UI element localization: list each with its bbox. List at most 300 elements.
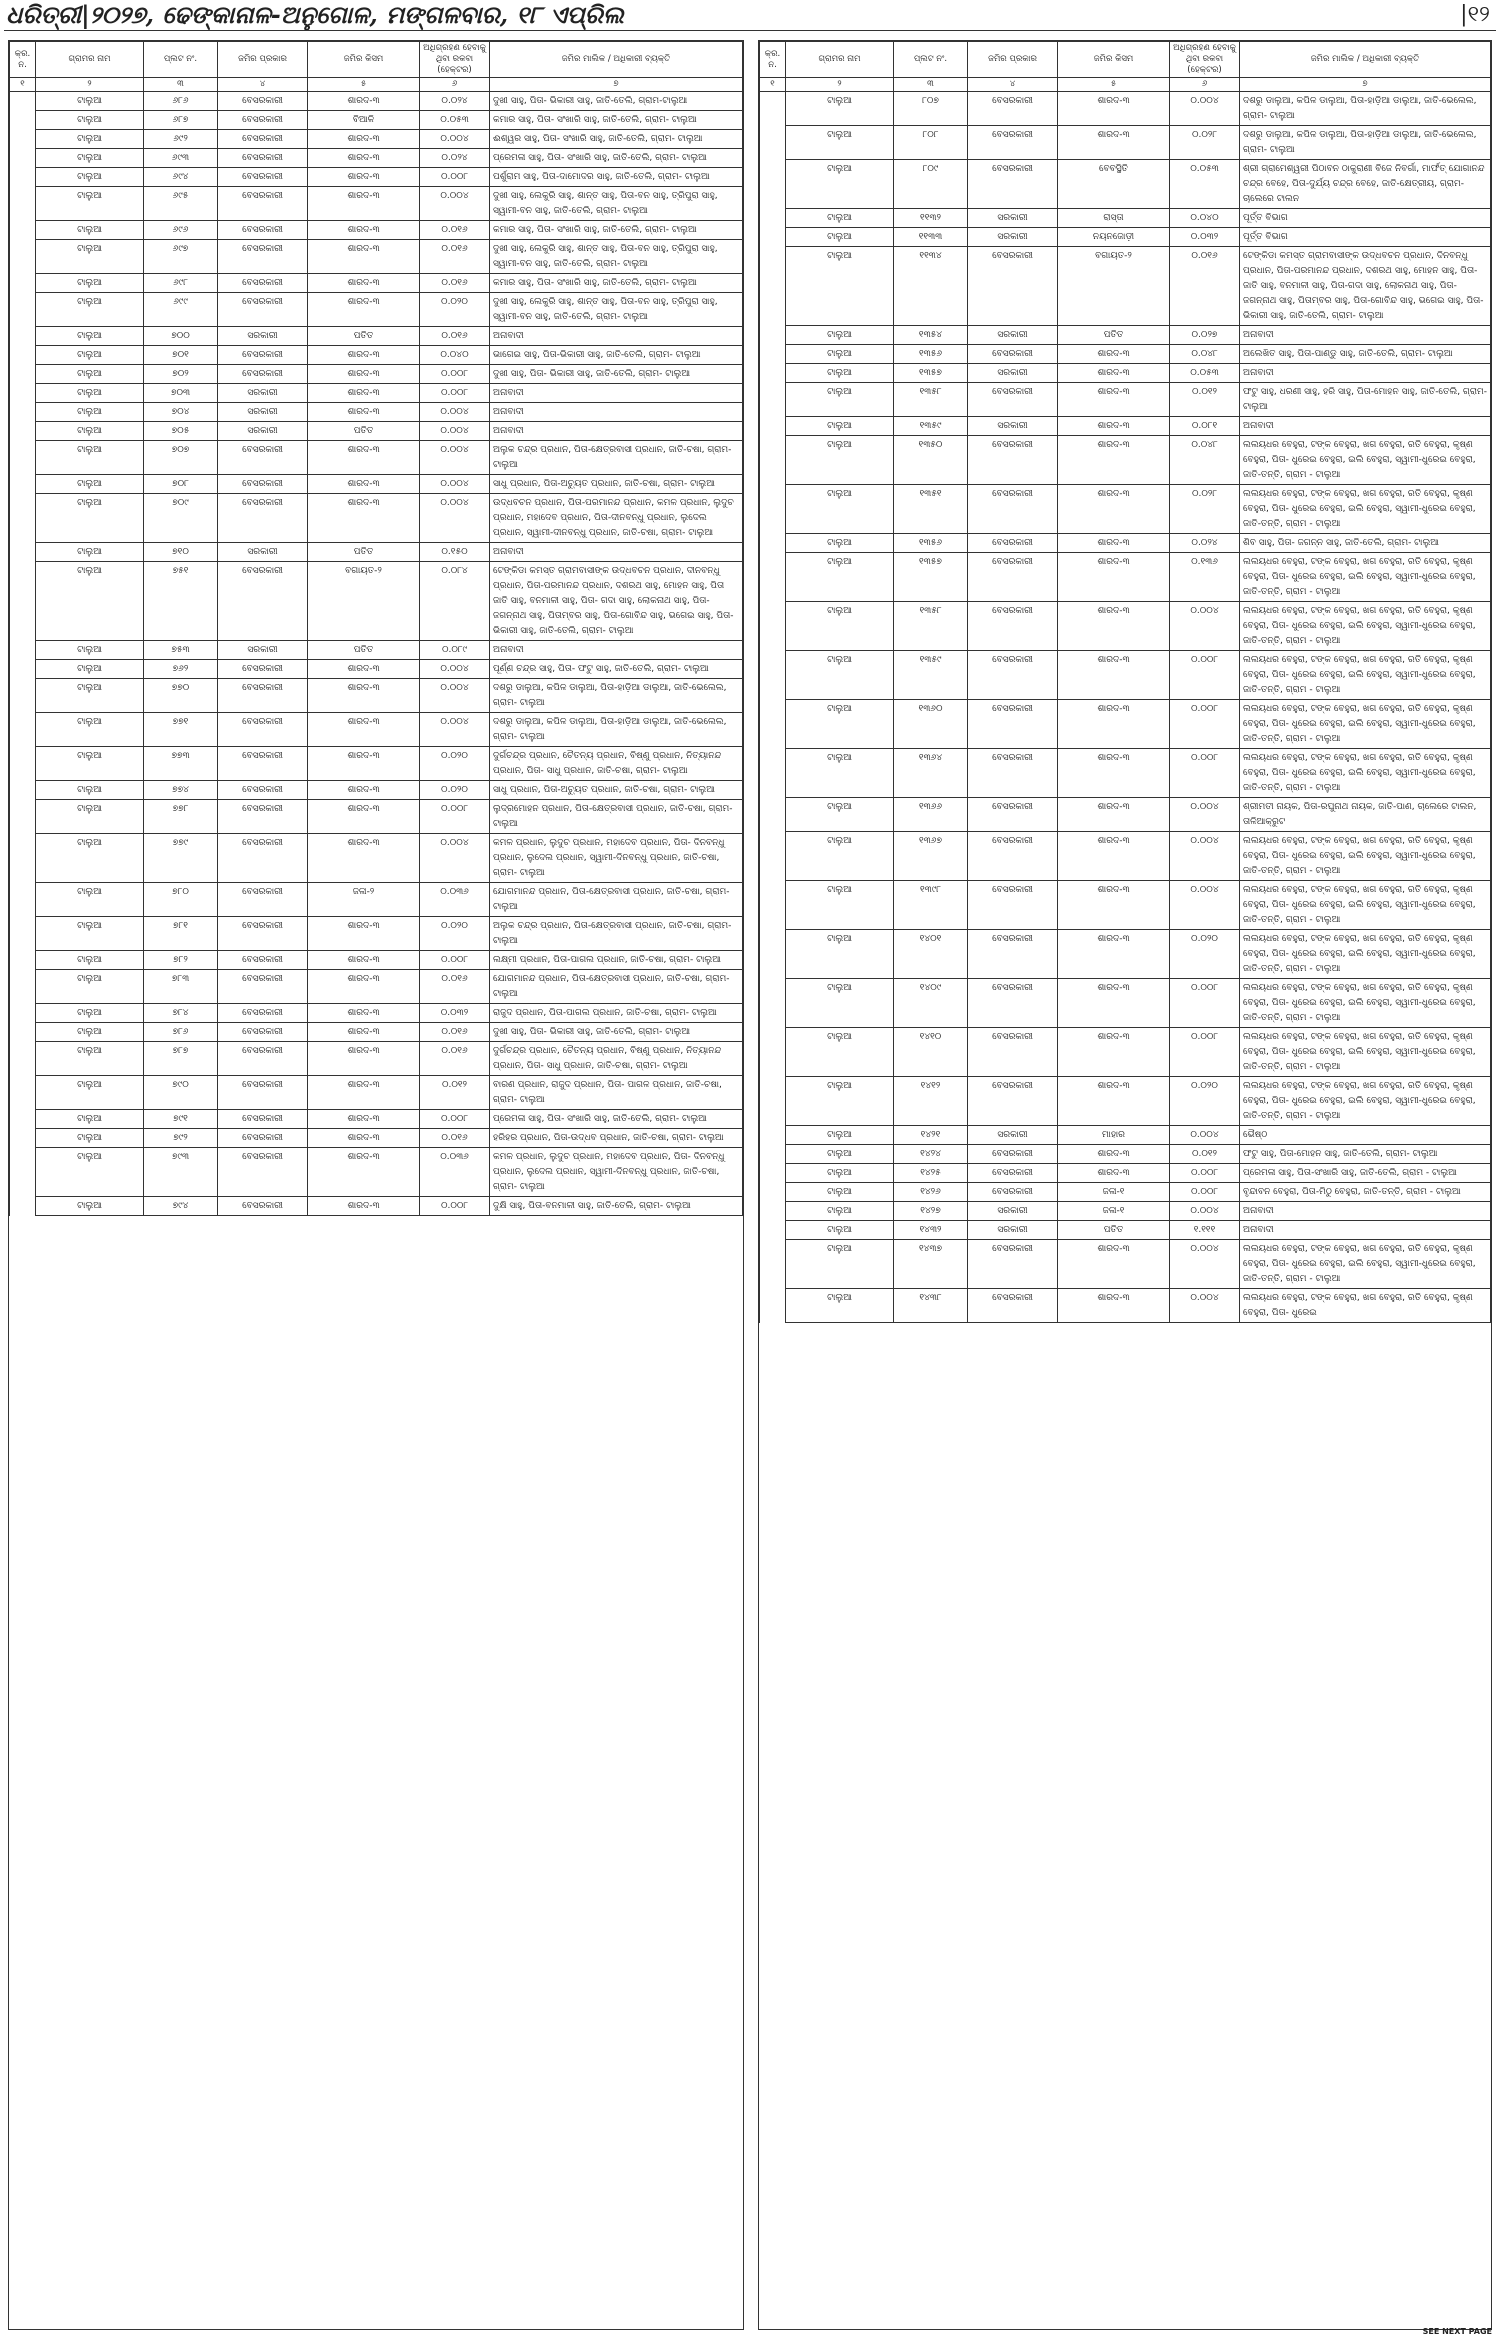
land-type-cell: ବେସରକାରୀ bbox=[218, 221, 308, 240]
village-cell: ଟାଲୁଆ bbox=[36, 494, 144, 543]
owner-cell: ଦଶରୁ ଡାଲୁଆ, କପିଳ ଡାଲୁଆ, ପିତା-ହାଡ଼ିଆ ଡାଲୁଆ, ଜାତି-ଭେଲେଲ, ଗ୍ରାମ- ଟାଲୁଆ bbox=[490, 679, 743, 713]
land-type-cell: ବେସରକାରୀ bbox=[218, 111, 308, 130]
land-class-cell: ଶାରଦ-୩ bbox=[308, 149, 420, 168]
table-body-right bbox=[760, 92, 1491, 1323]
serial-cell bbox=[10, 441, 36, 475]
land-class-cell: ଶାରଦ-୩ bbox=[308, 1197, 420, 1216]
serial-cell bbox=[760, 1164, 786, 1183]
village-cell: ଟାଲୁଆ bbox=[36, 970, 144, 1004]
serial-cell bbox=[760, 749, 786, 798]
land-class-cell: ଶାରଦ-୩ bbox=[1058, 364, 1170, 383]
serial-cell bbox=[760, 1202, 786, 1221]
land-type-cell: ବେସରକାରୀ bbox=[968, 534, 1058, 553]
owner-cell: ଅନାବାଦୀ bbox=[490, 403, 743, 422]
owner-cell: ପ୍ରେମଳା ସାହୁ, ପିତା-ସଂଖାରି ସାହୁ, ଜାତି-ତେଲି, ଗ୍ରାମ - ଟାଲୁଆ bbox=[1240, 1164, 1491, 1183]
plot-number-cell: ୧୧୩୪ bbox=[894, 247, 968, 326]
owner-cell: ଲଲୟଧର ବେହୁରା, ଟଙ୍କ ବେହୁରା, ଖଗ ବେହୁରା, ରତି ବେହୁରା, କୃଷ୍ଣ ବେହୁରା, ପିତା- ଧୁରେଇ ବେହୁରା, ଇଲି ବେହୁରା, ସ୍ୱାମୀ-ଧୁରେଇ ବେହୁରା, ଜାତି-ତନ୍ତି, ଗ୍ରାମ - ଟାଲୁଆ bbox=[1240, 979, 1491, 1028]
serial-cell bbox=[10, 1004, 36, 1023]
land-type-cell: ବେସରକାରୀ bbox=[218, 660, 308, 679]
table-row bbox=[760, 345, 1491, 364]
plot-number-cell: ୧୩୬୦ bbox=[894, 700, 968, 749]
column-number: ୨ bbox=[36, 78, 144, 92]
table-row bbox=[10, 346, 743, 365]
village-cell: ଟାଲୁଆ bbox=[786, 228, 894, 247]
serial-cell bbox=[760, 979, 786, 1028]
land-type-cell: ବେସରକାରୀ bbox=[968, 1164, 1058, 1183]
owner-cell: ଦୁଖୀ ସାହୁ, ପିତା- ଭିକାରୀ ସାହୁ, ଜାତି-ତେଲି, ଗ୍ରାମ-ଟାଲୁଆ bbox=[490, 92, 743, 111]
owner-cell: ପର୍ଶୁରାମ ସାହୁ, ପିତା-ଦାମୋଦର ସାହୁ, ଜାତି-ତେଲି, ଗ୍ରାମ- ଟାଲୁଆ bbox=[490, 168, 743, 187]
table-row bbox=[10, 679, 743, 713]
owner-cell: ଅଲୁକ ଚନ୍ଦ୍ର ପ୍ରଧାନ, ପିତା-କ୍ଷେତ୍ରବାସୀ ପ୍ରଧାନ, ଜାତି-ଚଷା, ଗ୍ରାମ- ଟାଲୁଆ bbox=[490, 441, 743, 475]
serial-cell bbox=[760, 383, 786, 417]
table-row bbox=[760, 1202, 1491, 1221]
plot-number-cell: ୭୫୩ bbox=[144, 641, 218, 660]
plot-number-cell: ୭୭୩ bbox=[144, 747, 218, 781]
plot-number-cell: ୭୦୯ bbox=[144, 494, 218, 543]
village-cell: ଟାଲୁଆ bbox=[36, 543, 144, 562]
serial-cell bbox=[760, 798, 786, 832]
village-cell: ଟାଲୁଆ bbox=[786, 126, 894, 160]
area-cell: ୦.୦୩୬ bbox=[420, 1148, 490, 1197]
land-class-cell: ଶାରଦ-୩ bbox=[1058, 1289, 1170, 1323]
serial-cell bbox=[10, 1129, 36, 1148]
village-cell: ଟାଲୁଆ bbox=[36, 713, 144, 747]
owner-cell: ଅନାବାଦୀ bbox=[1240, 1202, 1491, 1221]
owner-cell: ଭାଗେଇ ସାହୁ, ପିତା-ଭିକାରୀ ସାହୁ, ଜାତି-ତେଲି, ଗ୍ରାମ- ଟାଲୁଆ bbox=[490, 346, 743, 365]
land-class-cell: ଶାରଦ-୩ bbox=[308, 441, 420, 475]
land-type-cell: ବେସରକାରୀ bbox=[968, 1240, 1058, 1289]
owner-cell: ଭୈଷ୍ଠ bbox=[1240, 1126, 1491, 1145]
table-row bbox=[760, 1221, 1491, 1240]
land-class-cell: ଜଳା-୧ bbox=[1058, 1183, 1170, 1202]
area-cell: ୦.୦୦୮ bbox=[420, 168, 490, 187]
serial-cell bbox=[760, 345, 786, 364]
plot-number-cell: ୬୮୭ bbox=[144, 111, 218, 130]
table-row bbox=[760, 364, 1491, 383]
land-type-cell: ବେସରକାରୀ bbox=[968, 1183, 1058, 1202]
area-cell: ୦.୦୩୬ bbox=[420, 883, 490, 917]
owner-cell: ଲଲୟଧର ବେହୁରା, ଟଙ୍କ ବେହୁରା, ଖଗ ବେହୁରା, ରତି ବେହୁରା, କୃଷ୍ଣ ବେହୁରା, ପିତା- ଧୁରେଇ ବେହୁରା, ଇଲି ବେହୁରା, ସ୍ୱାମୀ-ଧୁରେଇ ବେହୁରା, ଜାତି-ତନ୍ତି, ଗ୍ରାମ - ଟାଲୁଆ bbox=[1240, 1240, 1491, 1289]
area-cell: ୦.୦୦୮ bbox=[1170, 749, 1240, 798]
land-class-cell: ଶାରଦ-୩ bbox=[1058, 602, 1170, 651]
plot-number-cell: ୭୮୦ bbox=[144, 883, 218, 917]
owner-cell: ଦୁର୍ଗଚନ୍ଦ୍ର ପ୍ରଧାନ, ଚୈତନ୍ୟ ପ୍ରଧାନ, ବିଷ୍ଣୁ ପ୍ରଧାନ, ନିତ୍ୟାନନ୍ଦ ପ୍ରଧାନ, ପିତା- ସାଧୁ ପ୍ରଧାନ, ଜାତି-ଚଷା, ଗ୍ରାମ- ଟାଲୁଆ bbox=[490, 1042, 743, 1076]
owner-cell: ଅନାବାଦୀ bbox=[1240, 1221, 1491, 1240]
serial-cell bbox=[10, 1076, 36, 1110]
village-cell: ଟାଲୁଆ bbox=[786, 1126, 894, 1145]
column-number: ୩ bbox=[894, 78, 968, 92]
plot-number-cell: ୬୯୨ bbox=[144, 130, 218, 149]
land-type-cell: ବେସରକାରୀ bbox=[218, 562, 308, 641]
serial-cell bbox=[10, 679, 36, 713]
owner-cell: ଦୁଖୀ ସାହୁ, ଲେକୁରି ସାହୁ, ଶାନ୍ତ ସାହୁ, ପିତା-ବନ ସାହୁ, ତ୍ରିପୁରା ସାହୁ, ସ୍ୱାମୀ-ବନ ସାହୁ, ଜାତି-ତେଲି, ଗ୍ରାମ- ଟାଲୁଆ bbox=[490, 293, 743, 327]
land-type-cell: ବେସରକାରୀ bbox=[968, 485, 1058, 534]
serial-cell bbox=[10, 422, 36, 441]
land-class-cell: ଶାରଦ-୩ bbox=[1058, 700, 1170, 749]
land-class-cell: ଶାରଦ-୩ bbox=[1058, 832, 1170, 881]
village-cell: ଟାଲୁଆ bbox=[786, 979, 894, 1028]
land-class-cell: ଶାରଦ-୩ bbox=[308, 168, 420, 187]
village-cell: ଟାଲୁଆ bbox=[36, 1042, 144, 1076]
table-header bbox=[10, 42, 743, 92]
area-cell: ୦.୦୧୨ bbox=[420, 1076, 490, 1110]
land-type-cell: ସରକାରୀ bbox=[968, 1202, 1058, 1221]
land-class-cell: ଜଳା-୧ bbox=[1058, 1202, 1170, 1221]
table-row bbox=[760, 1164, 1491, 1183]
plot-number-cell: ୧୪୩୭ bbox=[894, 1240, 968, 1289]
village-cell: ଟାଲୁଆ bbox=[36, 1076, 144, 1110]
land-class-cell: ଶାରଦ-୩ bbox=[308, 781, 420, 800]
header-cell: ଗ୍ରାମର ନାମ bbox=[36, 42, 144, 78]
land-type-cell: ବେସରକାରୀ bbox=[218, 475, 308, 494]
plot-number-cell: ୧୩୬୭ bbox=[894, 832, 968, 881]
serial-cell bbox=[760, 436, 786, 485]
table-row bbox=[10, 1076, 743, 1110]
land-class-cell: ଶାରଦ-୩ bbox=[1058, 979, 1170, 1028]
owner-cell: ହରିହର ପ୍ରଧାନ, ପିତା-ଉଦ୍ଧବ ପ୍ରଧାନ, ଜାତି-ଚଷା, ଗ୍ରାମ- ଟାଲୁଆ bbox=[490, 1129, 743, 1148]
serial-cell bbox=[760, 881, 786, 930]
owner-cell: ଶ୍ରୀମତୀ ନାୟକ, ପିତା-ରଘୁନାଥ ନାୟକ, ଜାତି-ପାଣ, ଚାଲେରେ ଟାଲନ, ତାଳିଆକ୍ରୁଟ bbox=[1240, 798, 1491, 832]
plot-number-cell: ୧୪୨୬ bbox=[894, 1183, 968, 1202]
header-cell: ପ୍ଲଟ ନଂ. bbox=[144, 42, 218, 78]
land-class-cell: ପତିତ bbox=[1058, 1221, 1170, 1240]
land-class-cell: ଶାରଦ-୩ bbox=[308, 713, 420, 747]
land-class-cell: ଶାରଦ-୩ bbox=[308, 1110, 420, 1129]
table-row bbox=[760, 1077, 1491, 1126]
header-rule bbox=[4, 30, 1496, 31]
area-cell: ୦.୦୨୪ bbox=[420, 149, 490, 168]
land-type-cell: ବେସରକାରୀ bbox=[218, 1042, 308, 1076]
land-class-cell: ଶାରଦ-୩ bbox=[308, 1023, 420, 1042]
area-cell: ୦.୦୦୮ bbox=[420, 1197, 490, 1216]
header-cell: ଜମିର ପ୍ରକାର bbox=[218, 42, 308, 78]
village-cell: ଟାଲୁଆ bbox=[786, 881, 894, 930]
owner-cell: ଦଶରୁ ଡାଲୁଆ, କପିଳ ଡାଲୁଆ, ପିତା-ହାଡ଼ିଆ ଡାଲୁଆ, ଜାତି-ଭେଲେଲ, ଗ୍ରାମ- ଟାଲୁଆ bbox=[490, 713, 743, 747]
table-row bbox=[10, 475, 743, 494]
header-cell: କ୍ର. ନ. bbox=[760, 42, 786, 78]
land-type-cell: ବେସରକାରୀ bbox=[218, 1023, 308, 1042]
land-type-cell: ବେସରକାରୀ bbox=[218, 781, 308, 800]
area-cell: ୦.୦୦୮ bbox=[1170, 1028, 1240, 1077]
land-class-cell: ଶାରଦ-୩ bbox=[1058, 881, 1170, 930]
column-number: ୬ bbox=[420, 78, 490, 92]
land-type-cell: ସରକାରୀ bbox=[218, 327, 308, 346]
serial-cell bbox=[760, 160, 786, 209]
land-type-cell: ସରକାରୀ bbox=[218, 641, 308, 660]
land-class-cell: ଶାରଦ-୩ bbox=[308, 187, 420, 221]
area-cell: ୦.୧୩୬ bbox=[1170, 553, 1240, 602]
village-cell: ଟାଲୁଆ bbox=[36, 168, 144, 187]
land-class-cell: ଶାରଦ-୩ bbox=[308, 274, 420, 293]
land-type-cell: ବେସରକାରୀ bbox=[968, 92, 1058, 126]
plot-number-cell: ୭୦୮ bbox=[144, 475, 218, 494]
serial-cell bbox=[10, 970, 36, 1004]
area-cell: ୦.୦୩୨ bbox=[420, 1004, 490, 1023]
land-type-cell: ବେସରକାରୀ bbox=[968, 126, 1058, 160]
owner-cell: ଲକ୍ଷ୍ମୀ ପ୍ରଧାନ, ପିତା-ପାଗଲ ପ୍ରଧାନ, ଜାତି-ଚଷା, ଗ୍ରାମ- ଟାଲୁଆ bbox=[490, 951, 743, 970]
area-cell: ୦.୦୦୪ bbox=[420, 834, 490, 883]
plot-number-cell: ୧୩୬୬ bbox=[894, 798, 968, 832]
area-cell: ୦.୦୦୪ bbox=[1170, 881, 1240, 930]
plot-number-cell: ୭୧୦ bbox=[144, 543, 218, 562]
village-cell: ଟାଲୁଆ bbox=[786, 1028, 894, 1077]
owner-cell: ଉଦ୍ଧବଚନ ପ୍ରଧାନ, ପିତା-ପରମାନନ୍ଦ ପ୍ରଧାନ, କମଳ ପ୍ରଧାନ, ଲୁଦୁଚ ପ୍ରଧାନ, ମହାଦେବ ପ୍ରଧାନ, ପିତା-ଦୀନବନ୍ଧୁ ପ୍ରଧାନ, ଲୁଦେଲ ପ୍ରଧାନ, ସ୍ୱାମୀ-ଦୀନବନ୍ଧୁ ପ୍ରଧାନ, ଜାତି-ଚଷା, ଗ୍ରାମ- ଟାଲୁଆ bbox=[490, 494, 743, 543]
table-row bbox=[760, 247, 1491, 326]
land-class-cell: ଶାରଦ-୩ bbox=[1058, 534, 1170, 553]
plot-number-cell: ୮୦୯ bbox=[894, 160, 968, 209]
land-class-cell: ଶାରଦ-୩ bbox=[308, 679, 420, 713]
owner-cell: ଦୁଖୀ ସାହୁ, ପିତା- ଭିକାରୀ ସାହୁ, ଜାତି-ତେଲି, ଗ୍ରାମ- ଟାଲୁଆ bbox=[490, 365, 743, 384]
village-cell: ଟାଲୁଆ bbox=[36, 1148, 144, 1197]
plot-number-cell: ୭୮୪ bbox=[144, 1004, 218, 1023]
owner-cell: ଦୁଖୀ ସାହୁ, ଲେକୁରି ସାହୁ, ଶାନ୍ତ ସାହୁ, ପିତା-ବନ ସାହୁ, ତ୍ରିପୁରା ସାହୁ, ସ୍ୱାମୀ-ବନ ସାହୁ, ଜାତି-ତେଲି, ଗ୍ରାମ- ଟାଲୁଆ bbox=[490, 187, 743, 221]
table-row bbox=[10, 327, 743, 346]
plot-number-cell: ୧୩୫୧ bbox=[894, 485, 968, 534]
village-cell: ଟାଲୁଆ bbox=[786, 92, 894, 126]
owner-cell: ଅନାବାଦୀ bbox=[490, 384, 743, 403]
land-class-cell: ଶାରଦ-୩ bbox=[308, 384, 420, 403]
village-cell: ଟାଲୁଆ bbox=[786, 1183, 894, 1202]
serial-cell bbox=[10, 543, 36, 562]
serial-cell bbox=[760, 247, 786, 326]
area-cell: ୦.୦୨୪ bbox=[1170, 534, 1240, 553]
area-cell: ୦.୦୦୮ bbox=[1170, 1183, 1240, 1202]
owner-cell: ଲଲୟଧର ବେହୁରା, ଟଙ୍କ ବେହୁରା, ଖଗ ବେହୁରା, ରତି ବେହୁରା, କୃଷ୍ଣ ବେହୁରା, ପିତା- ଧୁରେଇ ବେହୁରା, ଇଲି ବେହୁରା, ସ୍ୱାମୀ-ଧୁରେଇ ବେହୁରା, ଜାତି-ତନ୍ତି, ଗ୍ରାମ - ଟାଲୁଆ bbox=[1240, 930, 1491, 979]
table-row bbox=[10, 240, 743, 274]
land-type-cell: ବେସରକାରୀ bbox=[218, 293, 308, 327]
owner-cell: ଯୋଗମାନନ୍ଦ ପ୍ରଧାନ, ପିତା-କ୍ଷେତ୍ରବାସୀ ପ୍ରଧାନ, ଜାତି-ଚଷା, ଗ୍ରାମ- ଟାଲୁଆ bbox=[490, 970, 743, 1004]
plot-number-cell: ୧୪୦୧ bbox=[894, 930, 968, 979]
serial-cell bbox=[10, 327, 36, 346]
table-row bbox=[10, 562, 743, 641]
plot-number-cell: ୭୦୨ bbox=[144, 365, 218, 384]
table-row bbox=[760, 700, 1491, 749]
column-number: ୬ bbox=[1170, 78, 1240, 92]
owner-cell: ଅଲେଖିତ ସାହୁ, ପିତା-ପାଣ୍ଡୁ ସାହୁ, ଜାତି-ତେଲି, ଗ୍ରାମ- ଟାଲୁଆ bbox=[1240, 345, 1491, 364]
land-type-cell: ବେସରକାରୀ bbox=[218, 130, 308, 149]
land-type-cell: ବେସରକାରୀ bbox=[218, 168, 308, 187]
table-row bbox=[760, 1145, 1491, 1164]
land-class-cell: ଶାରଦ-୩ bbox=[1058, 1028, 1170, 1077]
area-cell: ୦.୦୦୪ bbox=[1170, 832, 1240, 881]
owner-cell: ଟେଙ୍କିଡା କମସ୍ତ ଗ୍ରାମବାସୀଙ୍କ ଉଦ୍ଧବଚନ ପ୍ରଧାନ, ଦୀନବନ୍ଧୁ ପ୍ରଧାନ, ପିତା-ପରମାନନ୍ଦ ପ୍ରଧାନ, ଦଶରଥ ସାହୁ, ମୋହନ ସାହୁ, ପିତା ଜାତି ସାହୁ, ବନମାଳୀ ସାହୁ, ପିତା- ଗଦା ସାହୁ, ଲୋକନାଥ ସାହୁ, ପିତା-ଜଗନ୍ନାଥ ସାହୁ, ପିତାମ୍ବର ସାହୁ, ପିତା-ଗୋବିନ୍ଦ ସାହୁ, ଭଗେଇ ସାହୁ, ପିତା-ଭିକାରୀ ସାହୁ, ଜାତି-ତେଲି, ଗ୍ରାମ- ଟାଲୁଆ bbox=[490, 562, 743, 641]
column-number: ୧ bbox=[760, 78, 786, 92]
table-row bbox=[760, 832, 1491, 881]
area-cell: ୦.୦୧୬ bbox=[420, 1129, 490, 1148]
table-row bbox=[760, 417, 1491, 436]
table-header bbox=[760, 42, 1491, 92]
village-cell: ଟାଲୁଆ bbox=[786, 1077, 894, 1126]
area-cell: ୦.୦୦୮ bbox=[420, 800, 490, 834]
land-type-cell: ସରକାରୀ bbox=[968, 1221, 1058, 1240]
table-row bbox=[10, 800, 743, 834]
plot-number-cell: ୮୦୮ bbox=[894, 126, 968, 160]
village-cell: ଟାଲୁଆ bbox=[36, 1197, 144, 1216]
serial-cell bbox=[10, 403, 36, 422]
owner-cell: ଲୁଦ୍ରମୋହନ ପ୍ରଧାନ, ପିତା-କ୍ଷେତ୍ରବାସୀ ପ୍ରଧାନ, ଜାତି-ଚଷା, ଗ୍ରାମ- ଟାଲୁଆ bbox=[490, 800, 743, 834]
owner-cell: ଦଶରୁ ଡାଲୁଆ, କପିଳ ଡାଲୁଆ, ପିତା-ହାଡ଼ିଆ ଡାଲୁଆ, ଜାତି-ଭେଲେଲ, ଗ୍ରାମ- ଟାଲୁଆ bbox=[1240, 92, 1491, 126]
table-row bbox=[10, 384, 743, 403]
land-class-cell: ଶାରଦ-୩ bbox=[1058, 553, 1170, 602]
land-type-cell: ବେସରକାରୀ bbox=[968, 160, 1058, 209]
serial-cell bbox=[760, 126, 786, 160]
land-class-cell: ଶାରଦ-୩ bbox=[308, 475, 420, 494]
land-type-cell: ବେସରକାରୀ bbox=[218, 346, 308, 365]
land-type-cell: ସରକାରୀ bbox=[968, 364, 1058, 383]
owner-cell: ବୃନ୍ଦାବନ ବେହୁରା, ପିତା-ମିଠୁ ବେହୁରା, ଜାତି-ତନ୍ତି, ଗ୍ରାମ - ଟାଲୁଆ bbox=[1240, 1183, 1491, 1202]
land-class-cell: ଶାରଦ-୩ bbox=[308, 130, 420, 149]
area-cell: ୦.୦୦୪ bbox=[1170, 1240, 1240, 1289]
table-row bbox=[10, 187, 743, 221]
owner-cell: ଦୁକ୍ଷି ସାହୁ, ପିତା-ବନମାଳୀ ସାହୁ, ଜାତି-ତେଲି, ଗ୍ରାମ- ଟାଲୁଆ bbox=[490, 1197, 743, 1216]
village-cell: ଟାଲୁଆ bbox=[786, 1289, 894, 1323]
owner-cell: ସାଧୁ ପ୍ରଧାନ, ପିତା-ଅଚ୍ୟୁତ ପ୍ରଧାନ, ଜାତି-ଚଷା, ଗ୍ରାମ- ଟାଲୁଆ bbox=[490, 475, 743, 494]
land-type-cell: ବେସରକାରୀ bbox=[218, 1110, 308, 1129]
village-cell: ଟାଲୁଆ bbox=[36, 346, 144, 365]
owner-cell: ଯୋଗମାନନ୍ଦ ପ୍ରଧାନ, ପିତା-କ୍ଷେତ୍ରବାସୀ ପ୍ରଧାନ, ଜାତି-ଚଷା, ଗ୍ରାମ- ଟାଲୁଆ bbox=[490, 883, 743, 917]
owner-cell: ପ୍ରେମଳା ସାହୁ, ପିତା- ସଂଖାରି ସାହୁ, ଜାତି-ତେଲି, ଗ୍ରାମ- ଟାଲୁଆ bbox=[490, 1110, 743, 1129]
plot-number-cell: ୭୯୨ bbox=[144, 1129, 218, 1148]
table-row bbox=[10, 781, 743, 800]
area-cell: ୦.୦୧୬ bbox=[1170, 247, 1240, 326]
land-class-cell: ପତିତ bbox=[308, 327, 420, 346]
owner-cell: କମାର ସାହୁ, ପିତା- ସଂଖାରି ସାହୁ, ଜାତି-ତେଲି, ଗ୍ରାମ- ଟାଲୁଆ bbox=[490, 111, 743, 130]
header-cell: ଗ୍ରାମର ନାମ bbox=[786, 42, 894, 78]
table-row bbox=[10, 951, 743, 970]
land-class-cell: ଶାରଦ-୩ bbox=[308, 346, 420, 365]
plot-number-cell: ୭୦୦ bbox=[144, 327, 218, 346]
land-type-cell: ବେସରକାରୀ bbox=[968, 651, 1058, 700]
owner-cell: ଶିବ ସାହୁ, ପିତା- ଜଗନ୍ନ ସାହୁ, ଜାତି-ତେଲି, ଗ୍ରାମ- ଟାଲୁଆ bbox=[1240, 534, 1491, 553]
header-cell: ଜମିର କିସମ bbox=[1058, 42, 1170, 78]
land-class-cell: ଶାରଦ-୩ bbox=[1058, 417, 1170, 436]
table-row bbox=[760, 749, 1491, 798]
village-cell: ଟାଲୁଆ bbox=[36, 130, 144, 149]
village-cell: ଟାଲୁଆ bbox=[36, 475, 144, 494]
owner-cell: ଲଲୟଧର ବେହୁରା, ଟଙ୍କ ବେହୁରା, ଖଗ ବେହୁରା, ରତି ବେହୁରା, କୃଷ୍ଣ ବେହୁରା, ପିତା- ଧୁରେଇ ବେହୁରା, ଇଲି ବେହୁରା, ସ୍ୱାମୀ-ଧୁରେଇ ବେହୁରା, ଜାତି-ତନ୍ତି, ଗ୍ରାମ - ଟାଲୁଆ bbox=[1240, 1028, 1491, 1077]
plot-number-cell: ୧୩୬୪ bbox=[894, 749, 968, 798]
area-cell: ୦.୦୫୩ bbox=[420, 111, 490, 130]
plot-number-cell: ୭୭୦ bbox=[144, 679, 218, 713]
land-type-cell: ସରକାରୀ bbox=[218, 384, 308, 403]
serial-cell bbox=[760, 485, 786, 534]
right-column bbox=[758, 40, 1492, 2330]
land-type-cell: ବେସରକାରୀ bbox=[968, 345, 1058, 364]
plot-number-cell: ୬୯୪ bbox=[144, 168, 218, 187]
table-row bbox=[10, 1023, 743, 1042]
land-type-cell: ବେସରକାରୀ bbox=[218, 149, 308, 168]
owner-cell: ଲଲୟଧର ବେହୁରା, ଟଙ୍କ ବେହୁରା, ଖଗ ବେହୁରା, ରତି ବେହୁରା, କୃଷ୍ଣ ବେହୁରା, ପିତା- ଧୁରେଇ bbox=[1240, 1289, 1491, 1323]
serial-cell bbox=[10, 475, 36, 494]
table-row bbox=[10, 422, 743, 441]
area-cell: ୦.୦୦୮ bbox=[1170, 979, 1240, 1028]
column-number: ୭ bbox=[490, 78, 743, 92]
land-type-cell: ବେସରକାରୀ bbox=[218, 1076, 308, 1110]
land-type-cell: ବେସରକାରୀ bbox=[218, 365, 308, 384]
village-cell: ଟାଲୁଆ bbox=[786, 247, 894, 326]
area-cell: ୦.୦୦୪ bbox=[420, 403, 490, 422]
village-cell: ଟାଲୁଆ bbox=[786, 534, 894, 553]
land-class-cell: ପତିତ bbox=[308, 422, 420, 441]
land-table-left bbox=[9, 41, 743, 1216]
land-class-cell: ଶାରଦ-୩ bbox=[1058, 651, 1170, 700]
serial-cell bbox=[10, 346, 36, 365]
land-class-cell: ଶାରଦ-୩ bbox=[308, 1129, 420, 1148]
land-class-cell: ଶାରଦ-୩ bbox=[308, 951, 420, 970]
owner-cell: ଅନାବାଦୀ bbox=[1240, 326, 1491, 345]
serial-cell bbox=[760, 832, 786, 881]
plot-number-cell: ୭୭୪ bbox=[144, 781, 218, 800]
area-cell: ୦.୦୨୦ bbox=[420, 293, 490, 327]
area-cell: ୦.୦୦୪ bbox=[1170, 798, 1240, 832]
table-row bbox=[760, 602, 1491, 651]
land-type-cell: ସରକାରୀ bbox=[968, 1126, 1058, 1145]
serial-cell bbox=[10, 951, 36, 970]
area-cell: ୦.୦୧୬ bbox=[420, 221, 490, 240]
land-class-cell: ରାସ୍ତା bbox=[1058, 209, 1170, 228]
owner-cell: ଶ୍ରୀ ଗ୍ରାମେଶ୍ୱରୀ ପିଠାବନ ଠାକୁରାଣୀ ବିଜେ ନିବର୍ଗା, ମାର୍ଫତ୍ ଯୋଗାନନ୍ଦ ଚନ୍ଦ୍ର ବେହେ, ପିତା-ଦୁର୍ଯ୍ୟ ଚନ୍ଦ୍ର ବେହେ, ଜାତି-କ୍ଷେତ୍ରୀୟ, ଗ୍ରାମ-ଚାଲେରେ ଟାଲନ bbox=[1240, 160, 1491, 209]
header-row bbox=[760, 42, 1491, 78]
land-type-cell: ବେସରକାରୀ bbox=[218, 441, 308, 475]
land-class-cell: ପତିତ bbox=[1058, 326, 1170, 345]
area-cell: ୦.୦୪୮ bbox=[1170, 436, 1240, 485]
plot-number-cell: ୧୧୩୩ bbox=[894, 228, 968, 247]
village-cell: ଟାଲୁଆ bbox=[786, 383, 894, 417]
land-class-cell: ବେବସ୍ଥିତି bbox=[1058, 160, 1170, 209]
plot-number-cell: ୭୦୩ bbox=[144, 384, 218, 403]
village-cell: ଟାଲୁଆ bbox=[786, 485, 894, 534]
area-cell: ୦.୦୦୮ bbox=[420, 384, 490, 403]
plot-number-cell: ୬୯୩ bbox=[144, 149, 218, 168]
serial-cell bbox=[760, 1183, 786, 1202]
village-cell: ଟାଲୁଆ bbox=[786, 798, 894, 832]
serial-cell bbox=[10, 168, 36, 187]
village-cell: ଟାଲୁଆ bbox=[36, 781, 144, 800]
land-type-cell: ବେସରକାରୀ bbox=[218, 1129, 308, 1148]
left-column bbox=[8, 40, 744, 2330]
serial-cell bbox=[760, 602, 786, 651]
plot-number-cell: ୧୪୨୫ bbox=[894, 1164, 968, 1183]
table-row bbox=[10, 1004, 743, 1023]
serial-cell bbox=[10, 883, 36, 917]
plot-number-cell: ୭୭୮ bbox=[144, 800, 218, 834]
serial-cell bbox=[10, 187, 36, 221]
table-row bbox=[760, 485, 1491, 534]
village-cell: ଟାଲୁଆ bbox=[36, 149, 144, 168]
header-cell: କ୍ର. ନ. bbox=[10, 42, 36, 78]
land-class-cell: ପତିତ bbox=[308, 641, 420, 660]
area-cell: ୦.୦୨୪ bbox=[420, 92, 490, 111]
area-cell: ୦.୦୦୪ bbox=[1170, 1126, 1240, 1145]
land-class-cell: ଶାରଦ-୩ bbox=[308, 293, 420, 327]
village-cell: ଟାଲୁଆ bbox=[786, 364, 894, 383]
table-row bbox=[760, 126, 1491, 160]
area-cell: ୦.୦୦୪ bbox=[420, 494, 490, 543]
serial-cell bbox=[760, 417, 786, 436]
area-cell: ୦.୧୫୦ bbox=[420, 543, 490, 562]
land-type-cell: ବେସରକାରୀ bbox=[218, 834, 308, 883]
village-cell: ଟାଲୁଆ bbox=[36, 365, 144, 384]
table-row bbox=[10, 1129, 743, 1148]
table-row bbox=[760, 1240, 1491, 1289]
land-type-cell: ସରକାରୀ bbox=[968, 417, 1058, 436]
village-cell: ଟାଲୁଆ bbox=[36, 422, 144, 441]
village-cell: ଟାଲୁଆ bbox=[36, 834, 144, 883]
serial-cell bbox=[760, 651, 786, 700]
serial-cell bbox=[10, 781, 36, 800]
village-cell: ଟାଲୁଆ bbox=[786, 602, 894, 651]
area-cell: ୧.୧୧୧ bbox=[1170, 1221, 1240, 1240]
